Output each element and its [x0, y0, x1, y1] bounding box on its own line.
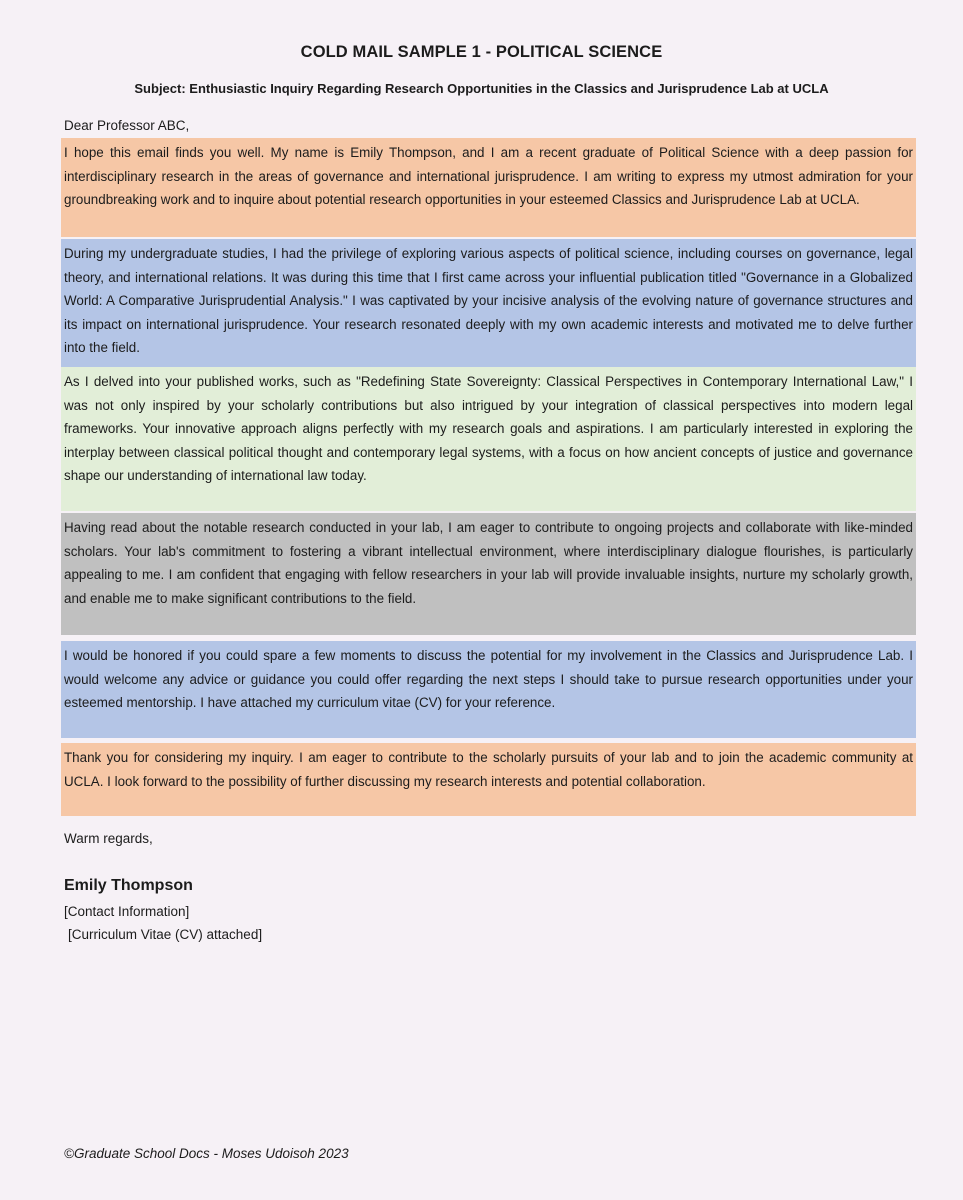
signature-attachment: [Curriculum Vitae (CV) attached]: [68, 927, 263, 942]
closing: Warm regards,: [64, 831, 153, 846]
paragraph-undergraduate-studies: During my undergraduate studies, I had the privilege of exploring various aspects of political science, including courses on governance, legal theory, and international relations. It was during this time that I first came across your influential publication titled "Governance in a Globalized World: A Comparative Jurisprudential Analysis." I was captivated by your incisive analysis of the evolving nature of governance structures and its impact on international jurisprudence. Your research resonated deeply with my own academic interests and motivated me to delve further into the field.: [61, 239, 916, 367]
signature-name: Emily Thompson: [64, 877, 193, 894]
paragraph-introduction: I hope this email finds you well. My name is Emily Thompson, and I am a recent graduate of Political Science with a deep passion for interdisciplinary research in the areas of governance and international jurisprudence. I am writing to express my utmost admiration for your groundbreaking work and to inquire about potential research opportunities in your esteemed Classics and Jurisprudence Lab at UCLA.: [61, 138, 916, 237]
signature-contact: [Contact Information]: [64, 904, 190, 919]
paragraph-thanks: Thank you for considering my inquiry. I am eager to contribute to the scholarly pursuits of your lab and to join the academic community at UCLA. I look forward to the possibility of further discussing my research interests and potential collaboration.: [61, 743, 916, 816]
paragraph-request: I would be honored if you could spare a few moments to discuss the potential for my involvement in the Classics and Jurisprudence Lab. I would welcome any advice or guidance you could offer regarding the next steps I should take to pursue research opportunities under your esteemed mentorship. I have attached my curriculum vitae (CV) for your reference.: [61, 641, 916, 738]
paragraph-lab-research: Having read about the notable research conducted in your lab, I am eager to contribute to ongoing projects and collaborate with like-minded scholars. Your lab's commitment to fostering a vibrant intellectual environment, where interdisciplinary dialogue flourishes, is particularly appealing to me. I am confident that engaging with fellow researchers in your lab will provide invaluable insights, nurture my scholarly growth, and enable me to make significant contributions to the field.: [61, 513, 916, 635]
paragraph-published-works: As I delved into your published works, such as "Redefining State Sovereignty: Classical Perspectives in Contemporary International Law," I was not only inspired by your scholarly contributions but also intrigued by your integration of classical perspectives into modern legal frameworks. Your innovative approach aligns perfectly with my research goals and aspirations. I am particularly interested in exploring the interplay between classical political thought and contemporary legal systems, with a focus on how ancient concepts of justice and governance shape our understanding of international law today.: [61, 367, 916, 511]
salutation: Dear Professor ABC,: [64, 118, 190, 133]
document-title: COLD MAIL SAMPLE 1 - POLITICAL SCIENCE: [300, 43, 663, 61]
email-subject: Subject: Enthusiastic Inquiry Regarding Research Opportunities in the Classics and Jurisprudence Lab at UCLA: [134, 81, 829, 96]
copyright-footer: ©Graduate School Docs - Moses Udoisoh 2023: [64, 1146, 349, 1161]
